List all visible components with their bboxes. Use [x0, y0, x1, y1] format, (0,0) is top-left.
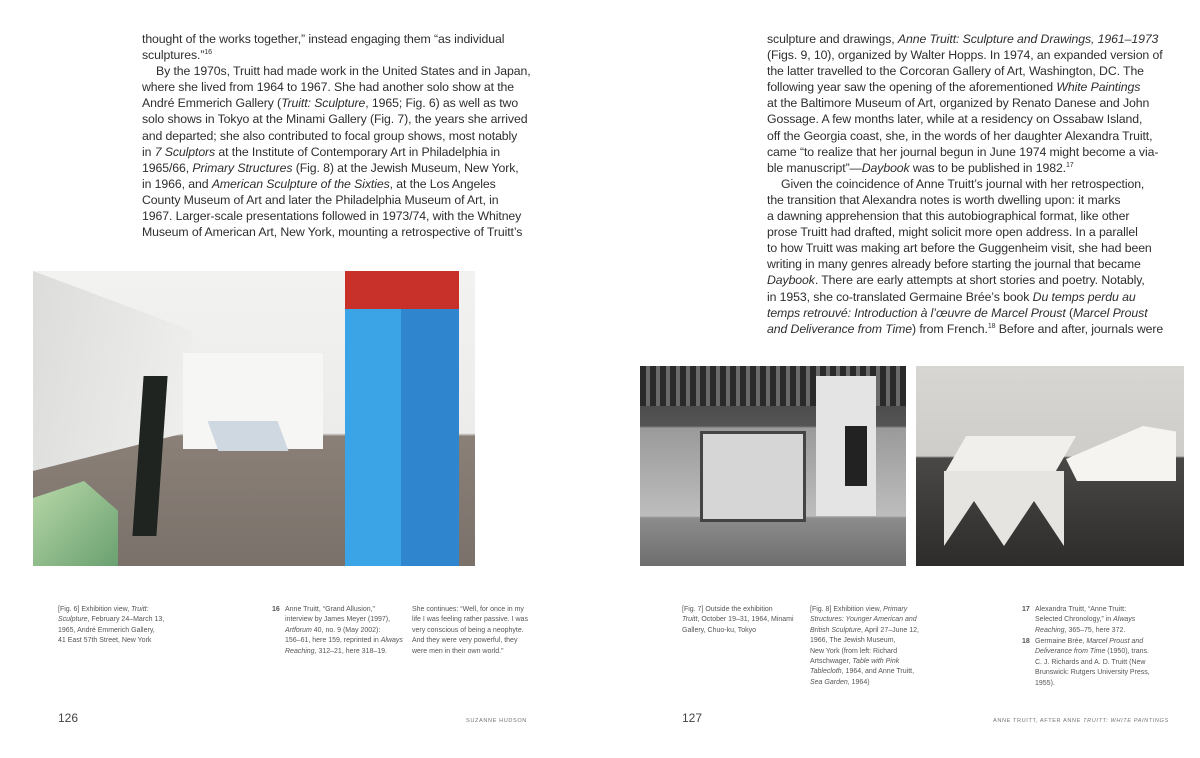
text-run: (1950), trans. [1105, 648, 1149, 656]
text-line [142, 31, 531, 47]
running-head-left: SUZANNE HUDSON [466, 718, 527, 724]
italic-text-run: Deliverance from Time [1035, 648, 1106, 656]
text-line [767, 111, 1163, 127]
running-head-right [993, 718, 1169, 724]
text-line [1035, 615, 1135, 625]
text-line [142, 208, 531, 224]
italic-text-run: and Deliverance from Time [767, 321, 913, 336]
text-line [58, 626, 164, 636]
text-run: , February 24–March 13, [87, 616, 165, 624]
text-run: 156–61, here 159, reprinted in [285, 637, 381, 645]
italic-text-run: Artforum [285, 626, 312, 634]
italic-text-run: Marcel Proust and [1086, 638, 1144, 645]
text-run: in 1966, and [142, 176, 212, 191]
footnote-17-number: 17 [1022, 606, 1030, 613]
text-run: , 312–21, here 318–19. [314, 647, 387, 655]
text-run: a dawning apprehension that this autobiographical format, like other [767, 209, 1130, 224]
text-line [142, 63, 531, 79]
text-run: , April 27–June 12, [860, 626, 919, 634]
text-run: at the Baltimore Museum of Art, organized by Renato Danese and John [767, 96, 1150, 111]
fig7-gallery-exterior-photo [640, 366, 906, 566]
text-run: Museum of American Art, New York, mounting a retrospective of Truitt’s [142, 225, 523, 240]
text-run: 1967. Larger-scale presentations followed in 1973/74, with the Whitney [142, 209, 522, 224]
text-line [810, 605, 919, 615]
page-number-right: 127 [682, 711, 703, 725]
italic-text-run: British Sculpture [810, 626, 861, 634]
right-body-text [767, 31, 1163, 337]
text-run: Gallery, Chuo-ku, Tokyo [682, 626, 757, 634]
text-run: [Fig. 6] Exhibition view, [58, 606, 132, 613]
italic-text-run: Tablecloth [810, 668, 842, 676]
text-line [58, 636, 164, 646]
text-line [810, 626, 919, 636]
italic-text-run: Always [380, 637, 403, 645]
text-line [142, 176, 531, 192]
footnote-reference: 17 [1066, 161, 1074, 169]
italic-text-run: White Paintings [1056, 80, 1141, 95]
text-run: [Fig. 8] Exhibition view, [810, 606, 884, 613]
text-line [767, 47, 1163, 63]
text-run: thought of the works together,” instead engaging them “as individual [142, 32, 505, 46]
footnote-17-text [1035, 605, 1135, 636]
text-run: Artschwager, [810, 658, 853, 666]
text-run: , 1965; Fig. 6) as well as two [365, 96, 519, 111]
footnote-16-text [285, 605, 403, 657]
text-line [810, 647, 919, 657]
text-line [142, 128, 531, 144]
text-run: 1965/66, [142, 160, 193, 175]
text-line [1035, 637, 1150, 647]
text-run: [Fig. 7] Outside the exhibition [682, 606, 773, 613]
fig6-exhibition-photo [33, 271, 475, 566]
italic-text-run: Always [1113, 616, 1136, 624]
footnote-18-number: 18 [1022, 638, 1030, 645]
text-run: . There are early attempts at short stories and poetry. Notably, [814, 273, 1145, 288]
text-line [767, 256, 1163, 272]
italic-text-run: Primary Structures [192, 160, 293, 175]
text-line [142, 144, 531, 160]
text-line [285, 615, 403, 625]
text-run: 1965, André Emmerich Gallery, [58, 626, 155, 634]
text-line [767, 95, 1163, 111]
text-line [767, 79, 1163, 95]
left-body-text [142, 31, 531, 240]
italic-text-run: Truitt: [131, 606, 149, 613]
text-run: C. J. Richards and A. D. Truitt (New [1035, 658, 1146, 666]
text-line [767, 240, 1163, 256]
fig8-caption [810, 605, 919, 688]
text-run: was to be published in 1982. [909, 160, 1066, 175]
text-run: (Figs. 9, 10), organized by Walter Hopps. In 1974, an expanded version of [767, 48, 1163, 63]
text-line [767, 192, 1163, 208]
text-run: 1955). [1035, 679, 1055, 687]
text-line [767, 144, 1163, 160]
italic-text-run: Du temps perdu au [1032, 289, 1136, 304]
text-run: Anne Truitt, “Grand Allusion,” [285, 606, 375, 613]
text-run: and departed; she also contributed to focal group shows, most notably [142, 128, 518, 143]
text-run: , at the Los Angeles [389, 176, 496, 191]
text-run: sculpture and drawings, [767, 32, 898, 46]
text-line [682, 626, 794, 636]
text-run: ble manuscript”— [767, 160, 862, 175]
text-line [142, 224, 531, 240]
text-run: André Emmerich Gallery ( [142, 96, 282, 111]
italic-text-run: Truitt [682, 616, 698, 624]
text-line [285, 636, 403, 646]
text-line [767, 208, 1163, 224]
text-run: to how Truitt was making art before the Guggenheim visit, she had been [767, 241, 1152, 256]
text-run: writing in many genres already before starting the journal that became [767, 257, 1141, 272]
text-line [412, 605, 528, 615]
fig8-exhibition-photo [916, 366, 1184, 566]
text-run: Given the coincidence of Anne Truitt’s journal with her retrospection, [781, 176, 1145, 191]
text-line [767, 321, 1163, 337]
text-run: New York (from left: Richard [810, 647, 898, 655]
italic-text-run: Marcel Proust [1072, 305, 1148, 320]
text-run: sculptures.” [142, 48, 205, 63]
text-run: life I was feeling rather passive. I was [412, 616, 528, 624]
text-run: Before and after, journals were [995, 321, 1164, 336]
text-run: By the 1970s, Truitt had made work in the United States and in Japan, [156, 64, 531, 79]
text-run: Germaine Brée, [1035, 638, 1087, 645]
running-head-right-part2: TRUITT: WHITE PAINTINGS [1083, 718, 1169, 724]
footnote-18-text [1035, 637, 1150, 689]
text-run: She continues: “Well, for once in my [412, 606, 524, 613]
text-line [810, 636, 919, 646]
text-line [1035, 679, 1150, 689]
text-line [810, 657, 919, 667]
text-run: were men in their own world.” [412, 647, 504, 655]
text-run: 40, no. 9 (May 2002): [311, 626, 381, 634]
text-line [767, 63, 1163, 79]
footnote-16-number: 16 [272, 606, 280, 613]
italic-text-run: Reaching [1035, 626, 1065, 634]
text-run: very conscious of being a neophyte. [412, 626, 524, 634]
text-line [142, 47, 531, 63]
text-line [682, 605, 794, 615]
text-line [767, 160, 1163, 176]
text-run: (Fig. 8) at the Jewish Museum, New York, [292, 160, 519, 175]
text-run: ) from French. [912, 321, 988, 336]
italic-text-run: Reaching [285, 647, 315, 655]
italic-text-run: American Sculpture of the Sixties [211, 176, 390, 191]
text-run: , 1964) [847, 678, 870, 686]
italic-text-run: Daybook [767, 273, 815, 288]
text-run: interview by James Meyer (1997), [285, 616, 391, 624]
text-line [1035, 605, 1135, 615]
text-run: in [142, 144, 155, 159]
text-line [142, 111, 531, 127]
text-line [767, 305, 1163, 321]
text-run: Selected Chronology,” in [1035, 616, 1114, 624]
text-run: came “to realize that her journal begun in June 1974 might become a via- [767, 144, 1159, 159]
italic-text-run: Sea Garden [810, 678, 848, 686]
text-line [142, 79, 531, 95]
text-run: 1966, The Jewish Museum, [810, 637, 896, 645]
text-line [285, 605, 403, 615]
page-number-left: 126 [58, 711, 79, 725]
text-line [767, 31, 1163, 47]
running-head-right-part1: ANNE TRUITT, AFTER ANNE [993, 718, 1084, 724]
text-line [58, 605, 164, 615]
text-line [767, 176, 1163, 192]
text-line [412, 615, 528, 625]
text-line [142, 95, 531, 111]
text-line [810, 667, 919, 677]
footnote-16-continued [412, 605, 528, 657]
text-run: , 1964, and Anne Truitt, [841, 668, 915, 676]
italic-text-run: Truitt: Sculpture [281, 96, 366, 111]
text-line [1035, 647, 1150, 657]
text-run: off the Georgia coast, she, in the words of her daughter Alexandra Truitt, [767, 128, 1153, 143]
text-line [412, 636, 528, 646]
text-line [810, 615, 919, 625]
text-line [412, 647, 528, 657]
text-run: ( [1065, 305, 1073, 320]
text-line [1035, 626, 1135, 636]
footnote-18 [1022, 637, 1150, 689]
text-run: 41 East 57th Street, New York [58, 637, 152, 645]
text-run: County Museum of Art and later the Philadelphia Museum of Art, in [142, 192, 499, 207]
text-run: in 1953, she co-translated Germaine Brée’s book [767, 289, 1033, 304]
text-line [412, 626, 528, 636]
footnote-16 [272, 605, 403, 657]
fig6-caption [58, 605, 164, 647]
text-run: where she lived from 1964 to 1967. She had another solo show at the [142, 80, 515, 95]
footnote-reference: 18 [987, 322, 996, 330]
italic-text-run: Daybook [861, 160, 910, 175]
italic-text-run: Structures: Younger American and [810, 616, 917, 624]
text-line [682, 615, 794, 625]
text-line [810, 678, 919, 688]
text-line [767, 128, 1163, 144]
text-run: And they were very powerful, they [412, 637, 518, 645]
text-line [285, 647, 403, 657]
text-run: , 365–75, here 372. [1064, 626, 1126, 634]
text-line [1035, 658, 1150, 668]
fig7-caption [682, 605, 794, 636]
text-run: at the Institute of Contemporary Art in Philadelphia in [215, 144, 501, 159]
text-run: following year saw the opening of the aforementioned [767, 80, 1057, 95]
italic-text-run: Primary [883, 606, 908, 613]
italic-text-run: temps retrouvé: Introduction à l’œuvre de Marcel Proust [767, 305, 1066, 320]
text-line [142, 192, 531, 208]
footnote-17 [1022, 605, 1136, 636]
text-line [1035, 668, 1150, 678]
italic-text-run: Table with Pink [852, 658, 900, 666]
text-run: solo shows in Tokyo at the Minami Gallery (Fig. 7), the years she arrived [142, 112, 528, 127]
footnote-reference: 16 [204, 49, 212, 57]
text-line [767, 289, 1163, 305]
text-run: Gossage. A few months later, while at a residency on Ossabaw Island, [767, 112, 1143, 127]
text-line [285, 626, 403, 636]
text-run: Alexandra Truitt, “Anne Truitt: [1035, 606, 1127, 613]
text-run: the transition that Alexandra notes is worth dwelling upon: it marks [767, 192, 1121, 207]
italic-text-run: Sculpture [58, 616, 88, 624]
text-run: prose Truitt had drafted, might solicit more open address. In a parallel [767, 225, 1138, 240]
italic-text-run: 7 Sculptors [154, 144, 216, 159]
text-run: Brunswick: Rutgers University Press, [1035, 669, 1150, 677]
text-run: the latter travelled to the Corcoran Gallery of Art, Washington, DC. The [767, 64, 1144, 79]
italic-text-run: Anne Truitt: Sculpture and Drawings, 1961–1973 [897, 32, 1159, 46]
text-line [767, 224, 1163, 240]
text-line [767, 272, 1163, 288]
text-line [58, 615, 164, 625]
text-run: , October 19–31, 1964, Minami [697, 616, 794, 624]
text-line [142, 160, 531, 176]
